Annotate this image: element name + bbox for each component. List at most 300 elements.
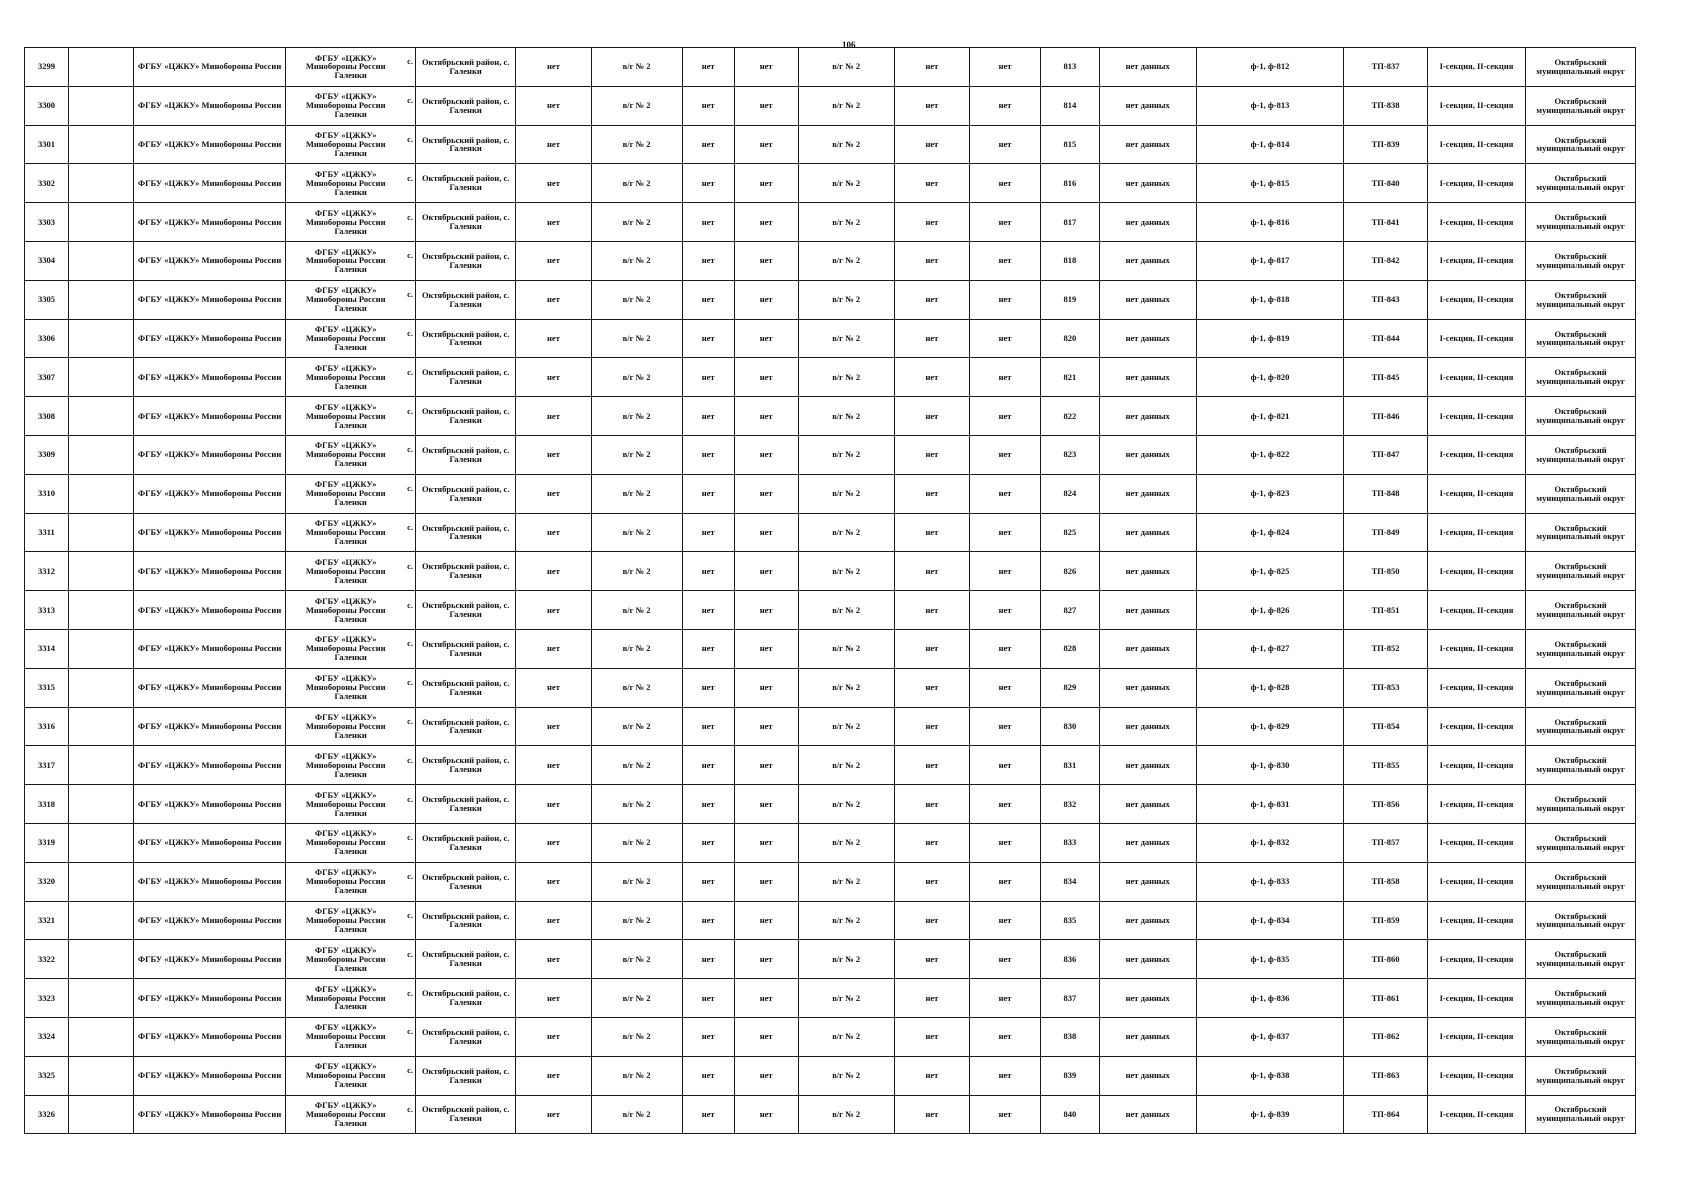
row-number: 3318: [25, 785, 69, 824]
cell-c9: нет: [894, 591, 969, 630]
cell-c4: нет: [516, 1056, 591, 1095]
row-number: 3321: [25, 901, 69, 940]
district-cell: Октябрьский район, с. Галенки: [415, 862, 515, 901]
organization-cell: ФГБУ «ЦЖКУ» Минобороны России: [133, 940, 286, 979]
district-cell: Октябрьский район, с. Галенки: [415, 940, 515, 979]
table-row: [25, 203, 1636, 242]
cell-c6: нет: [682, 203, 734, 242]
cell-c4: нет: [516, 86, 591, 125]
organization-cell: ФГБУ «ЦЖКУ» Минобороны России: [133, 979, 286, 1018]
cell-c4: нет: [516, 48, 591, 87]
object-number: 822: [1041, 397, 1100, 436]
section-cell: I-секция, II-секция: [1427, 785, 1525, 824]
cell-c4: нет: [516, 164, 591, 203]
cell-c5: в/г № 2: [591, 48, 682, 87]
owner-name: ФГБУ «ЦЖКУ» Минобороны России: [305, 906, 386, 925]
cell-c4: нет: [516, 513, 591, 552]
cell-c5: в/г № 2: [591, 1017, 682, 1056]
cell-c10: нет: [970, 785, 1041, 824]
cell-c6: нет: [682, 901, 734, 940]
row-number: 3317: [25, 746, 69, 785]
empty-cell: [68, 203, 133, 242]
empty-cell: [68, 552, 133, 591]
no-data-cell: нет данных: [1099, 629, 1196, 668]
table-row: [25, 474, 1636, 513]
empty-cell: [68, 164, 133, 203]
cell-c6: нет: [682, 397, 734, 436]
owner-cell: ФГБУ «ЦЖКУ» Минобороны России с. Галенки: [286, 280, 416, 319]
cell-c7: нет: [734, 241, 798, 280]
cell-c9: нет: [894, 552, 969, 591]
village-name: Галенки: [334, 923, 367, 934]
page-number: 106: [842, 40, 856, 50]
no-data-cell: нет данных: [1099, 241, 1196, 280]
cell-c7: нет: [734, 203, 798, 242]
cell-c9: нет: [894, 746, 969, 785]
cell-c8: в/г № 2: [798, 513, 894, 552]
object-number: 828: [1041, 629, 1100, 668]
feeder-cell: ф-1, ф-832: [1196, 823, 1343, 862]
okrug-cell: Октябрьский муниципальный округ: [1526, 241, 1636, 280]
section-cell: I-секция, II-секция: [1427, 86, 1525, 125]
okrug-cell: Октябрьский муниципальный округ: [1526, 629, 1636, 668]
no-data-cell: нет данных: [1099, 474, 1196, 513]
cell-c10: нет: [970, 629, 1041, 668]
village-name: Галенки: [334, 768, 367, 779]
district-cell: Октябрьский район, с. Галенки: [415, 591, 515, 630]
cell-c6: нет: [682, 1095, 734, 1134]
owner-name: ФГБУ «ЦЖКУ» Минобороны России: [305, 673, 386, 693]
organization-cell: ФГБУ «ЦЖКУ» Минобороны России: [133, 707, 286, 746]
cell-c8: в/г № 2: [798, 1017, 894, 1056]
empty-cell: [68, 746, 133, 785]
cell-c9: нет: [894, 629, 969, 668]
feeder-cell: ф-1, ф-829: [1196, 707, 1343, 746]
cell-c8: в/г № 2: [798, 552, 894, 591]
empty-cell: [68, 319, 133, 358]
no-data-cell: нет данных: [1099, 823, 1196, 862]
section-cell: I-секция, II-секция: [1427, 280, 1525, 319]
table-row: [25, 979, 1636, 1018]
object-number: 839: [1041, 1056, 1100, 1095]
cell-c9: нет: [894, 280, 969, 319]
no-data-cell: нет данных: [1099, 203, 1196, 242]
no-data-cell: нет данных: [1099, 707, 1196, 746]
village-name: Галенки: [334, 1001, 367, 1012]
okrug-cell: Октябрьский муниципальный округ: [1526, 358, 1636, 397]
okrug-cell: Октябрьский муниципальный округ: [1526, 552, 1636, 591]
table-row: [25, 668, 1636, 707]
cell-c4: нет: [516, 707, 591, 746]
row-number: 3299: [25, 48, 69, 87]
district-cell: Октябрьский район, с. Галенки: [415, 668, 515, 707]
no-data-cell: нет данных: [1099, 668, 1196, 707]
district-cell: Октябрьский район, с. Галенки: [415, 319, 515, 358]
okrug-cell: Октябрьский муниципальный округ: [1526, 862, 1636, 901]
empty-cell: [68, 474, 133, 513]
okrug-cell: Октябрьский муниципальный округ: [1526, 746, 1636, 785]
okrug-cell: Октябрьский муниципальный округ: [1526, 785, 1636, 824]
owner-cell: ФГБУ «ЦЖКУ» Минобороны России с. Галенки: [286, 629, 416, 668]
cell-c8: в/г № 2: [798, 1056, 894, 1095]
empty-cell: [68, 862, 133, 901]
row-number: 3316: [25, 707, 69, 746]
substation-cell: ТП-847: [1344, 435, 1428, 474]
feeder-cell: ф-1, ф-834: [1196, 901, 1343, 940]
cell-c8: в/г № 2: [798, 280, 894, 319]
district-cell: Октябрьский район, с. Галенки: [415, 358, 515, 397]
cell-c8: в/г № 2: [798, 901, 894, 940]
table-row: [25, 940, 1636, 979]
owner-name: ФГБУ «ЦЖКУ» Минобороны России: [305, 168, 386, 188]
cell-c8: в/г № 2: [798, 785, 894, 824]
cell-c5: в/г № 2: [591, 358, 682, 397]
cell-c10: нет: [970, 358, 1041, 397]
no-data-cell: нет данных: [1099, 86, 1196, 125]
cell-c9: нет: [894, 1056, 969, 1095]
village-name: Галенки: [334, 186, 367, 197]
organization-cell: ФГБУ «ЦЖКУ» Минобороны России: [133, 125, 286, 164]
cell-c5: в/г № 2: [591, 940, 682, 979]
organization-cell: ФГБУ «ЦЖКУ» Минобороны России: [133, 474, 286, 513]
cell-c10: нет: [970, 552, 1041, 591]
cell-c6: нет: [682, 979, 734, 1018]
cell-c7: нет: [734, 552, 798, 591]
cell-c6: нет: [682, 241, 734, 280]
no-data-cell: нет данных: [1099, 1017, 1196, 1056]
owner-cell: ФГБУ «ЦЖКУ» Минобороны России с. Галенки: [286, 862, 416, 901]
no-data-cell: нет данных: [1099, 785, 1196, 824]
cell-c5: в/г № 2: [591, 125, 682, 164]
cell-c7: нет: [734, 746, 798, 785]
no-data-cell: нет данных: [1099, 1095, 1196, 1134]
empty-cell: [68, 358, 133, 397]
cell-c10: нет: [970, 746, 1041, 785]
owner-cell: ФГБУ «ЦЖКУ» Минобороны России с. Галенки: [286, 48, 416, 87]
empty-cell: [68, 241, 133, 280]
district-cell: Октябрьский район, с. Галенки: [415, 707, 515, 746]
registry-rows: [25, 48, 1636, 1134]
table-row: [25, 241, 1636, 280]
owner-name: ФГБУ «ЦЖКУ» Минобороны России: [305, 52, 386, 72]
feeder-cell: ф-1, ф-819: [1196, 319, 1343, 358]
section-cell: I-секция, II-секция: [1427, 513, 1525, 552]
cell-c10: нет: [970, 979, 1041, 1018]
object-number: 836: [1041, 940, 1100, 979]
cell-c9: нет: [894, 164, 969, 203]
no-data-cell: нет данных: [1099, 901, 1196, 940]
village-name: Галенки: [334, 574, 367, 585]
section-cell: I-секция, II-секция: [1427, 164, 1525, 203]
organization-cell: ФГБУ «ЦЖКУ» Минобороны России: [133, 319, 286, 358]
object-number: 825: [1041, 513, 1100, 552]
village-name: Галенки: [334, 535, 367, 546]
substation-cell: ТП-846: [1344, 397, 1428, 436]
cell-c5: в/г № 2: [591, 707, 682, 746]
substation-cell: ТП-849: [1344, 513, 1428, 552]
cell-c8: в/г № 2: [798, 86, 894, 125]
empty-cell: [68, 823, 133, 862]
organization-cell: ФГБУ «ЦЖКУ» Минобороны России: [133, 785, 286, 824]
cell-c7: нет: [734, 591, 798, 630]
row-number: 3315: [25, 668, 69, 707]
owner-name: ФГБУ «ЦЖКУ» Минобороны России: [305, 1022, 386, 1042]
okrug-cell: Октябрьский муниципальный округ: [1526, 823, 1636, 862]
okrug-cell: Октябрьский муниципальный округ: [1526, 513, 1636, 552]
okrug-cell: Октябрьский муниципальный округ: [1526, 48, 1636, 87]
owner-cell: ФГБУ «ЦЖКУ» Минобороны России с. Галенки: [286, 552, 416, 591]
village-name: Галенки: [334, 497, 367, 508]
table-row: [25, 358, 1636, 397]
empty-cell: [68, 1095, 133, 1134]
district-cell: Октябрьский район, с. Галенки: [415, 86, 515, 125]
no-data-cell: нет данных: [1099, 397, 1196, 436]
cell-c7: нет: [734, 280, 798, 319]
feeder-cell: ф-1, ф-822: [1196, 435, 1343, 474]
substation-cell: ТП-864: [1344, 1095, 1428, 1134]
owner-cell: ФГБУ «ЦЖКУ» Минобороны России с. Галенки: [286, 241, 416, 280]
cell-c5: в/г № 2: [591, 397, 682, 436]
table-row: [25, 1017, 1636, 1056]
cell-c4: нет: [516, 1095, 591, 1134]
cell-c6: нет: [682, 280, 734, 319]
cell-c5: в/г № 2: [591, 746, 682, 785]
substation-cell: ТП-857: [1344, 823, 1428, 862]
cell-c5: в/г № 2: [591, 629, 682, 668]
cell-c10: нет: [970, 707, 1041, 746]
cell-c9: нет: [894, 707, 969, 746]
empty-cell: [68, 1017, 133, 1056]
cell-c6: нет: [682, 164, 734, 203]
registry-table: [24, 47, 1636, 1134]
cell-c4: нет: [516, 358, 591, 397]
okrug-cell: Октябрьский муниципальный округ: [1526, 940, 1636, 979]
cell-c4: нет: [516, 785, 591, 824]
substation-cell: ТП-860: [1344, 940, 1428, 979]
table-row: [25, 823, 1636, 862]
table-row: [25, 435, 1636, 474]
object-number: 837: [1041, 979, 1100, 1018]
cell-c6: нет: [682, 435, 734, 474]
cell-c8: в/г № 2: [798, 358, 894, 397]
owner-name: ФГБУ «ЦЖКУ» Минобороны России: [305, 1061, 386, 1081]
substation-cell: ТП-842: [1344, 241, 1428, 280]
cell-c10: нет: [970, 435, 1041, 474]
row-number: 3302: [25, 164, 69, 203]
cell-c10: нет: [970, 591, 1041, 630]
cell-c6: нет: [682, 358, 734, 397]
substation-cell: ТП-837: [1344, 48, 1428, 87]
cell-c7: нет: [734, 1095, 798, 1134]
owner-cell: ФГБУ «ЦЖКУ» Минобороны России с. Галенки: [286, 513, 416, 552]
cell-c6: нет: [682, 474, 734, 513]
table-row: [25, 1095, 1636, 1134]
cell-c5: в/г № 2: [591, 319, 682, 358]
district-cell: Октябрьский район, с. Галенки: [415, 1056, 515, 1095]
table-row: [25, 862, 1636, 901]
organization-cell: ФГБУ «ЦЖКУ» Минобороны России: [133, 552, 286, 591]
section-cell: I-секция, II-секция: [1427, 552, 1525, 591]
organization-cell: ФГБУ «ЦЖКУ» Минобороны России: [133, 164, 286, 203]
table-row: [25, 629, 1636, 668]
cell-c10: нет: [970, 823, 1041, 862]
owner-cell: ФГБУ «ЦЖКУ» Минобороны России с. Галенки: [286, 979, 416, 1018]
cell-c10: нет: [970, 513, 1041, 552]
feeder-cell: ф-1, ф-824: [1196, 513, 1343, 552]
cell-c10: нет: [970, 474, 1041, 513]
object-number: 813: [1041, 48, 1100, 87]
object-number: 815: [1041, 125, 1100, 164]
cell-c7: нет: [734, 48, 798, 87]
empty-cell: [68, 591, 133, 630]
feeder-cell: ф-1, ф-828: [1196, 668, 1343, 707]
cell-c6: нет: [682, 823, 734, 862]
cell-c4: нет: [516, 203, 591, 242]
village-name: Галенки: [334, 109, 367, 120]
village-name: Галенки: [334, 303, 367, 314]
cell-c9: нет: [894, 48, 969, 87]
cell-c4: нет: [516, 901, 591, 940]
owner-name: ФГБУ «ЦЖКУ» Минобороны России: [305, 401, 386, 421]
no-data-cell: нет данных: [1099, 164, 1196, 203]
owner-cell: ФГБУ «ЦЖКУ» Минобороны России с. Галенки: [286, 1095, 416, 1134]
object-number: 826: [1041, 552, 1100, 591]
cell-c9: нет: [894, 668, 969, 707]
cell-c9: нет: [894, 125, 969, 164]
no-data-cell: нет данных: [1099, 1056, 1196, 1095]
empty-cell: [68, 435, 133, 474]
district-cell: Октябрьский район, с. Галенки: [415, 164, 515, 203]
cell-c10: нет: [970, 203, 1041, 242]
village-name: Галенки: [334, 652, 367, 663]
village-name: Галенки: [334, 147, 367, 158]
substation-cell: ТП-838: [1344, 86, 1428, 125]
organization-cell: ФГБУ «ЦЖКУ» Минобороны России: [133, 862, 286, 901]
village-name: Галенки: [334, 807, 367, 818]
section-cell: I-секция, II-секция: [1427, 629, 1525, 668]
empty-cell: [68, 901, 133, 940]
feeder-cell: ф-1, ф-835: [1196, 940, 1343, 979]
object-number: 835: [1041, 901, 1100, 940]
owner-cell: ФГБУ «ЦЖКУ» Минобороны России с. Галенки: [286, 125, 416, 164]
organization-cell: ФГБУ «ЦЖКУ» Минобороны России: [133, 1017, 286, 1056]
substation-cell: ТП-856: [1344, 785, 1428, 824]
feeder-cell: ф-1, ф-831: [1196, 785, 1343, 824]
owner-cell: ФГБУ «ЦЖКУ» Минобороны России с. Галенки: [286, 668, 416, 707]
organization-cell: ФГБУ «ЦЖКУ» Минобороны России: [133, 435, 286, 474]
row-number: 3312: [25, 552, 69, 591]
cell-c4: нет: [516, 241, 591, 280]
cell-c5: в/г № 2: [591, 979, 682, 1018]
district-cell: Октябрьский район, с. Галенки: [415, 280, 515, 319]
cell-c6: нет: [682, 125, 734, 164]
object-number: 840: [1041, 1095, 1100, 1134]
village-name: Галенки: [334, 225, 367, 236]
cell-c5: в/г № 2: [591, 901, 682, 940]
feeder-cell: ф-1, ф-830: [1196, 746, 1343, 785]
cell-c10: нет: [970, 1095, 1041, 1134]
section-cell: I-секция, II-секция: [1427, 901, 1525, 940]
object-number: 823: [1041, 435, 1100, 474]
row-number: 3307: [25, 358, 69, 397]
feeder-cell: ф-1, ф-815: [1196, 164, 1343, 203]
feeder-cell: ф-1, ф-816: [1196, 203, 1343, 242]
cell-c8: в/г № 2: [798, 746, 894, 785]
owner-name: ФГБУ «ЦЖКУ» Минобороны России: [305, 207, 386, 227]
district-cell: Октябрьский район, с. Галенки: [415, 823, 515, 862]
cell-c6: нет: [682, 48, 734, 87]
okrug-cell: Октябрьский муниципальный округ: [1526, 435, 1636, 474]
organization-cell: ФГБУ «ЦЖКУ» Минобороны России: [133, 48, 286, 87]
cell-c7: нет: [734, 785, 798, 824]
owner-cell: ФГБУ «ЦЖКУ» Минобороны России с. Галенки: [286, 86, 416, 125]
cell-c10: нет: [970, 1056, 1041, 1095]
substation-cell: ТП-845: [1344, 358, 1428, 397]
okrug-cell: Октябрьский муниципальный округ: [1526, 280, 1636, 319]
no-data-cell: нет данных: [1099, 280, 1196, 319]
no-data-cell: нет данных: [1099, 591, 1196, 630]
object-number: 829: [1041, 668, 1100, 707]
cell-c7: нет: [734, 319, 798, 358]
cell-c5: в/г № 2: [591, 86, 682, 125]
cell-c6: нет: [682, 319, 734, 358]
section-cell: I-секция, II-секция: [1427, 823, 1525, 862]
cell-c5: в/г № 2: [591, 668, 682, 707]
table-row: [25, 552, 1636, 591]
row-number: 3313: [25, 591, 69, 630]
section-cell: I-секция, II-секция: [1427, 1017, 1525, 1056]
object-number: 818: [1041, 241, 1100, 280]
owner-name: ФГБУ «ЦЖКУ» Минобороны России: [305, 91, 386, 111]
cell-c6: нет: [682, 1056, 734, 1095]
cell-c9: нет: [894, 862, 969, 901]
feeder-cell: ф-1, ф-818: [1196, 280, 1343, 319]
cell-c8: в/г № 2: [798, 397, 894, 436]
row-number: 3308: [25, 397, 69, 436]
organization-cell: ФГБУ «ЦЖКУ» Минобороны России: [133, 668, 286, 707]
okrug-cell: Октябрьский муниципальный округ: [1526, 979, 1636, 1018]
section-cell: I-секция, II-секция: [1427, 862, 1525, 901]
cell-c8: в/г № 2: [798, 48, 894, 87]
cell-c8: в/г № 2: [798, 241, 894, 280]
cell-c10: нет: [970, 86, 1041, 125]
no-data-cell: нет данных: [1099, 125, 1196, 164]
no-data-cell: нет данных: [1099, 940, 1196, 979]
village-name: Галенки: [334, 380, 367, 391]
cell-c8: в/г № 2: [798, 707, 894, 746]
cell-c6: нет: [682, 785, 734, 824]
section-cell: I-секция, II-секция: [1427, 319, 1525, 358]
cell-c8: в/г № 2: [798, 164, 894, 203]
okrug-cell: Октябрьский муниципальный округ: [1526, 901, 1636, 940]
district-cell: Октябрьский район, с. Галенки: [415, 901, 515, 940]
cell-c5: в/г № 2: [591, 203, 682, 242]
empty-cell: [68, 940, 133, 979]
substation-cell: ТП-855: [1344, 746, 1428, 785]
cell-c6: нет: [682, 940, 734, 979]
cell-c10: нет: [970, 48, 1041, 87]
owner-name: ФГБУ «ЦЖКУ» Минобороны России: [305, 1100, 386, 1119]
feeder-cell: ф-1, ф-820: [1196, 358, 1343, 397]
okrug-cell: Октябрьский муниципальный округ: [1526, 397, 1636, 436]
cell-c5: в/г № 2: [591, 435, 682, 474]
village-name: Галенки: [334, 613, 367, 624]
owner-name: ФГБУ «ЦЖКУ» Минобороны России: [305, 556, 386, 576]
cell-c6: нет: [682, 552, 734, 591]
empty-cell: [68, 280, 133, 319]
row-number: 3300: [25, 86, 69, 125]
cell-c7: нет: [734, 940, 798, 979]
